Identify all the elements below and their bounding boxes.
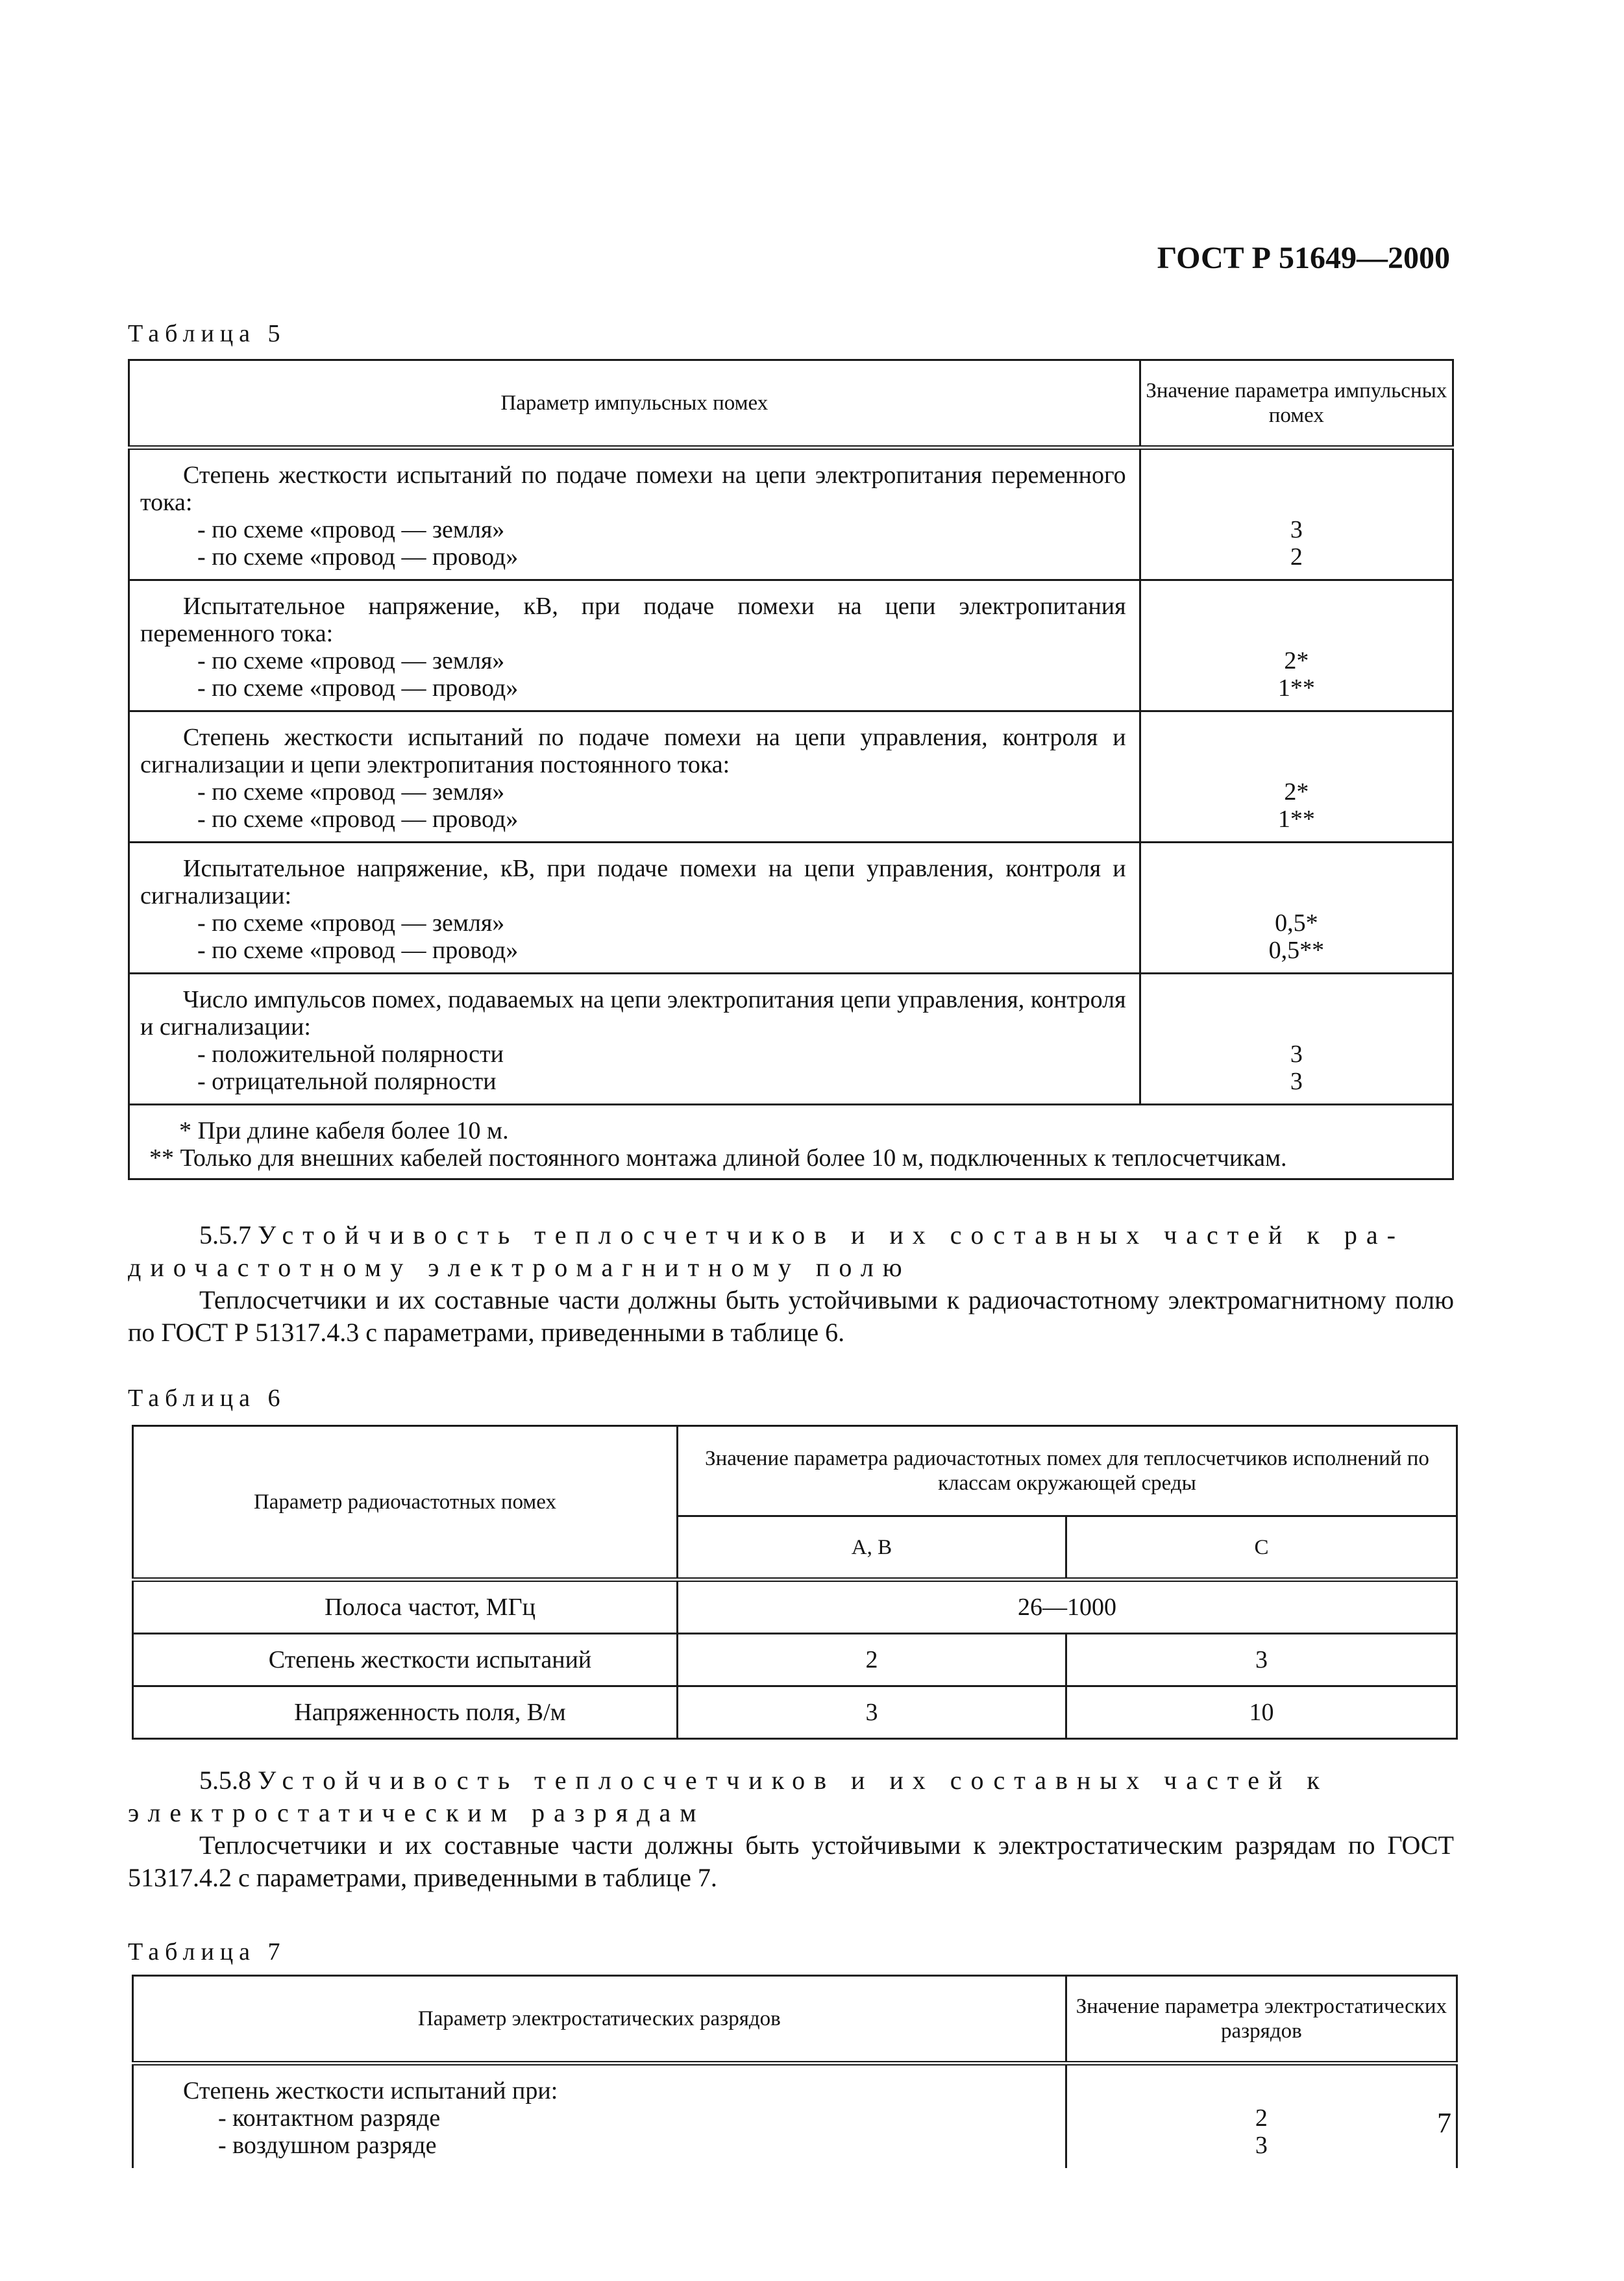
- table6-header-ab: А, В: [677, 1516, 1066, 1580]
- row-sub2: - по схеме «провод — провод»: [197, 674, 519, 702]
- row-sub1: - по схеме «провод — земля»: [197, 516, 505, 543]
- table6-row: [133, 1686, 1457, 1739]
- row-lead: Степень жесткости испытаний по подаче помехи на цепи управления, контроля и сигнализации и цепи электропитания постоянного тока:: [140, 724, 1126, 778]
- row-val2: 3: [1290, 1068, 1303, 1095]
- table5-row: [129, 974, 1453, 1105]
- row-val1: 3: [1290, 1041, 1303, 1068]
- row-lead: Число импульсов помех, подаваемых на цепи электропитания цепи управления, контроля и сигнализации:: [140, 986, 1126, 1041]
- row-sub1: - контактном разряде: [218, 2104, 441, 2132]
- row-sub2: - по схеме «провод — провод»: [197, 806, 519, 833]
- row-sub2: - отрицательной полярности: [197, 1068, 497, 1095]
- row-val2: 2: [1290, 543, 1303, 571]
- document-header: ГОСТ Р 51649—2000: [1157, 241, 1450, 275]
- table5-footnotes: [129, 1105, 1453, 1179]
- row-sub2: - по схеме «провод — провод»: [197, 543, 519, 571]
- section-title-cont: диочастотному электромагнитному полю: [128, 1253, 911, 1282]
- table7: [132, 1975, 1458, 2168]
- table6-header-param: Параметр радиочастотных помех: [133, 1426, 678, 1580]
- row-val2: 1**: [1277, 674, 1315, 702]
- table6-row: [133, 1634, 1457, 1686]
- table6-header-c: С: [1066, 1516, 1457, 1580]
- table5-caption: Таблица 5: [128, 320, 286, 347]
- row-val2: 0,5**: [1268, 937, 1325, 964]
- table6-row: [133, 1580, 1457, 1634]
- table5-row: [129, 843, 1453, 974]
- row-value-ab: 3: [677, 1686, 1066, 1739]
- table7-caption: Таблица 7: [128, 1938, 286, 1966]
- table7-header-param: Параметр электростатических разрядов: [133, 1976, 1066, 2064]
- row-sub1: - по схеме «провод — земля»: [197, 909, 505, 937]
- row-value-ab: 2: [677, 1634, 1066, 1686]
- footnote-2: ** Только для внешних кабелей постоянного монтажа длиной более 10 м, подключенных к теплосчетчикам.: [149, 1144, 1287, 1172]
- row-sub2: - воздушном разряде: [218, 2132, 437, 2159]
- table5: [128, 359, 1454, 1180]
- row-val2: 1**: [1277, 806, 1315, 833]
- table5-row: [129, 711, 1453, 843]
- table6: [132, 1425, 1458, 1740]
- section-557: [128, 1219, 1454, 1349]
- row-val1: 2: [1255, 2104, 1268, 2132]
- row-lead: Степень жесткости испытаний при:: [183, 2077, 558, 2104]
- page-number: 7: [1437, 2107, 1451, 2139]
- section-title-cont: электростатическим разрядам: [128, 1798, 706, 1827]
- row-val1: 2*: [1284, 778, 1309, 806]
- section-body: Теплосчетчики и их составные части должны быть устойчивыми к электростатическим разрядам по ГОСТ 51317.4.2 с параметрами, приведенными в таблице 7.: [128, 1831, 1454, 1892]
- row-val1: 0,5*: [1275, 909, 1318, 937]
- row-val1: 3: [1290, 516, 1303, 543]
- section-number: 5.5.8: [199, 1766, 251, 1795]
- table7-row: [133, 2064, 1457, 2169]
- section-body: Теплосчетчики и их составные части должны быть устойчивыми к радиочастотному электромагнитному полю по ГОСТ Р 51317.4.3 с параметрами, приведенными в таблице 6.: [128, 1285, 1454, 1347]
- section-number: 5.5.7: [199, 1220, 251, 1250]
- row-value-c: 10: [1066, 1686, 1457, 1739]
- row-sub1: - положительной полярности: [197, 1041, 504, 1068]
- row-value-c: 3: [1066, 1634, 1457, 1686]
- row-sub1: - по схеме «провод — земля»: [197, 778, 505, 806]
- row-val1: 2*: [1284, 647, 1309, 674]
- section-558-heading: [128, 1764, 1454, 1797]
- table6-caption: Таблица 6: [128, 1385, 286, 1412]
- section-557-heading: [128, 1219, 1454, 1251]
- row-sub1: - по схеме «провод — земля»: [197, 647, 505, 674]
- table5-header-param: Параметр импульсных помех: [129, 360, 1140, 448]
- row-value-merged: 26—1000: [677, 1580, 1457, 1634]
- row-param: Напряженность поля, В/м: [133, 1686, 678, 1739]
- section-558: [128, 1764, 1454, 1894]
- table5-row: [129, 448, 1453, 580]
- table5-header-value: Значение параметра импульсных помех: [1140, 360, 1453, 448]
- section-title: Устойчивость теплосчетчиков и их составных частей к: [258, 1766, 1329, 1795]
- section-title: Устойчивость теплосчетчиков и их составных частей к ра-: [258, 1220, 1405, 1250]
- row-param: Степень жесткости испытаний: [133, 1634, 678, 1686]
- row-lead: Испытательное напряжение, кВ, при подаче помехи на цепи управления, контроля и сигнализации:: [140, 855, 1126, 909]
- row-lead: Испытательное напряжение, кВ, при подаче помехи на цепи электропитания переменного тока:: [140, 593, 1126, 647]
- table7-header-value: Значение параметра электростатических разрядов: [1066, 1976, 1457, 2064]
- row-val2: 3: [1255, 2132, 1268, 2159]
- table5-row: [129, 580, 1453, 711]
- row-param: Полоса частот, МГц: [133, 1580, 678, 1634]
- row-sub2: - по схеме «провод — провод»: [197, 937, 519, 964]
- table6-header-group: Значение параметра радиочастотных помех для теплосчетчиков исполнений по классам окружающей среды: [677, 1426, 1457, 1516]
- row-lead: Степень жесткости испытаний по подаче помехи на цепи электропитания переменного тока:: [140, 462, 1126, 516]
- footnote-1: * При длине кабеля более 10 м.: [179, 1117, 509, 1144]
